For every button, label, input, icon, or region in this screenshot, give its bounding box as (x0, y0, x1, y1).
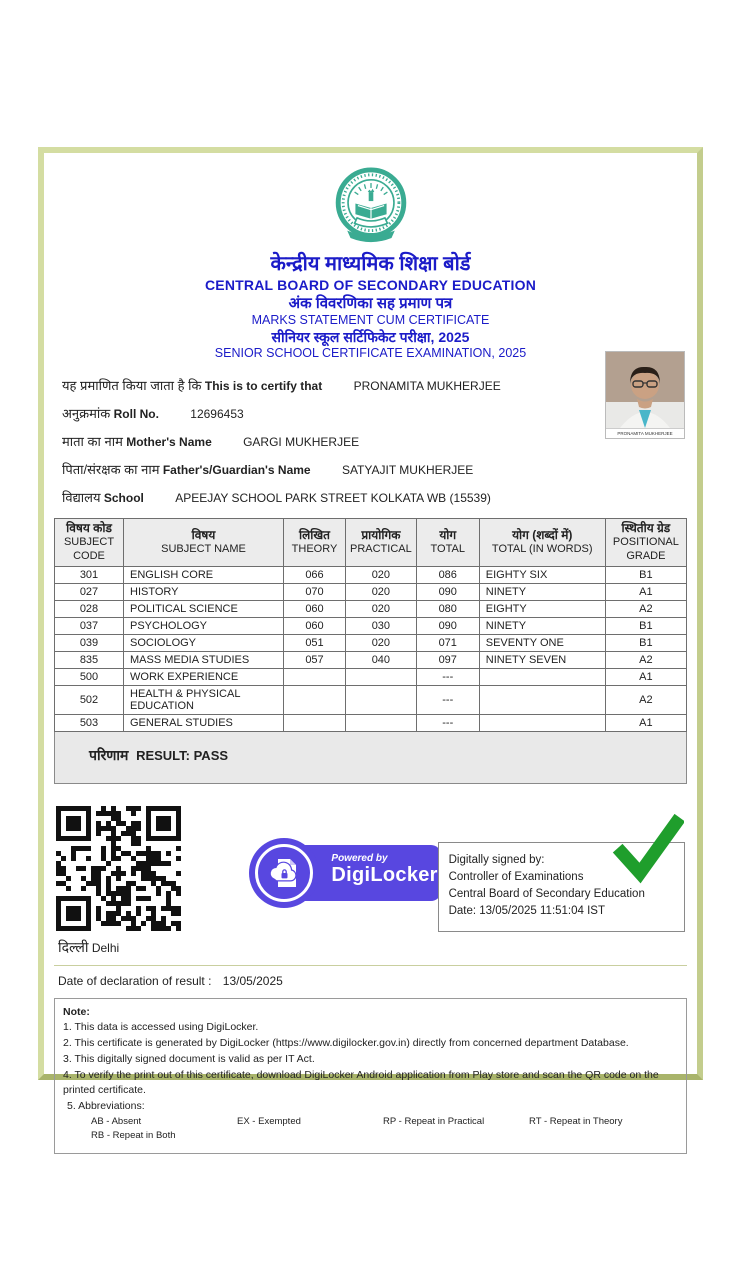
signature-line3: Central Board of Secondary Education (448, 888, 645, 900)
declaration-label: Date of declaration of result : (58, 973, 212, 988)
digilocker-badge (249, 838, 437, 908)
father-label-english: Father's/Guardian's Name (162, 463, 311, 477)
signature-line1: Digitally signed by: (448, 853, 545, 866)
doc-title-hindi: अंक विवरणिका सह प्रमाण पत्र (288, 294, 453, 312)
mother-row (62, 432, 687, 450)
table-row: 037 PSYCHOLOGY 060 030 090 NINETY B1 (55, 617, 687, 634)
father-row (62, 460, 687, 478)
abbrev-rt: RT - Repeat in Theory (529, 1115, 623, 1127)
mother-name: GARGI MUKHERJEE (243, 435, 360, 449)
school-label-hindi: विद्यालय (62, 490, 101, 505)
doc-title-english: MARKS STATEMENT CUM CERTIFICATE (251, 313, 490, 328)
abbreviations-row (91, 1115, 678, 1129)
signature-line2: Controller of Examinations (448, 870, 584, 883)
table-row: 500 WORK EXPERIENCE --- A1 (55, 668, 687, 685)
board-name-hindi: केन्द्रीय माध्यमिक शिक्षा बोर्ड (270, 253, 471, 275)
note-item-2: 2. This certificate is generated by DigiLocker (https://www.digilocker.gov.in) directly from concerned department Database. (63, 1037, 629, 1049)
checkmark-icon (610, 813, 684, 887)
col-subject-code: विषय कोड SUBJECT CODE (55, 519, 124, 567)
note-item-3: 3. This digitally signed document is valid as per IT Act. (63, 1052, 315, 1065)
digital-signature-box (438, 842, 685, 932)
school-name: APEEJAY SCHOOL PARK STREET KOLKATA WB (15539) (175, 491, 491, 505)
note-item-1: 1. This data is accessed using DigiLocker. (63, 1021, 259, 1034)
certify-label-english: This is to certify that (204, 379, 323, 393)
exam-title-english: SENIOR SCHOOL CERTIFICATE EXAMINATION, 2025 (214, 346, 527, 361)
abbrev-rb: RB - Repeat in Both (91, 1130, 176, 1141)
col-total: योग TOTAL (416, 519, 479, 567)
note-box (54, 998, 687, 1155)
note-item-4: 4. To verify the print out of this certificate, download DigiLocker Android application from Play store and scan the QR code on the printed certificate. (63, 1068, 659, 1097)
student-name: PRONAMITA MUKHERJEE (353, 379, 501, 393)
place-line (58, 938, 687, 957)
abbrev-rp: RP - Repeat in Practical (383, 1115, 485, 1127)
father-name: SATYAJIT MUKHERJEE (341, 463, 474, 477)
photo-caption: PRONAMITA MUKHERJEE (606, 428, 684, 438)
roll-number: 12696453 (190, 407, 244, 421)
mother-label-english: Mother's Name (126, 435, 212, 449)
col-subject-name: विषय SUBJECT NAME (124, 519, 284, 567)
table-row: 301 ENGLISH CORE 066 020 086 EIGHTY SIX B1 (55, 566, 687, 583)
school-label-english: School (103, 491, 144, 505)
qr-code (56, 806, 183, 932)
note-title: Note: (63, 1005, 90, 1018)
abbrev-ab: AB - Absent (91, 1115, 142, 1127)
abbreviations-title: 5. Abbreviations: (67, 1100, 145, 1112)
table-row: 027 HISTORY 070 020 090 NINETY A1 (55, 583, 687, 600)
place-english: Delhi (91, 940, 120, 955)
certificate-header (54, 252, 687, 362)
result-label-hindi: परिणाम (89, 746, 129, 763)
signature-line4: Date: 13/05/2025 11:51:04 IST (448, 905, 606, 918)
col-theory: लिखित THEORY (284, 519, 346, 567)
result-text: RESULT: PASS (136, 747, 229, 763)
footer-row (54, 806, 687, 932)
roll-label-english: Roll No. (113, 407, 159, 421)
marks-table-section (54, 518, 687, 784)
declaration-date: 13/05/2025 (222, 973, 283, 988)
qr-code-image (56, 806, 181, 931)
col-practical: प्रायोगिक PRACTICAL (346, 519, 417, 567)
cbse-logo (54, 165, 687, 252)
roll-row (62, 404, 687, 422)
school-row (62, 488, 687, 506)
declaration-line (54, 965, 687, 988)
marks-table (54, 518, 687, 732)
certify-label-hindi: यह प्रमाणित किया जाता है कि (62, 378, 202, 393)
digilocker-logo-icon (249, 838, 319, 908)
col-total-words: योग (शब्दों में) TOTAL (IN WORDS) (479, 519, 605, 567)
table-header-row (55, 519, 687, 567)
digilocker-powered-by: Powered by (331, 852, 388, 864)
table-row: 502 HEALTH & PHYSICAL EDUCATION --- A2 (55, 685, 687, 714)
student-info (62, 376, 687, 506)
board-name-english: CENTRAL BOARD OF SECONDARY EDUCATION (204, 277, 537, 293)
digilocker-name: DigiLocker (331, 863, 438, 886)
student-photo-image (606, 352, 684, 428)
certificate-frame (38, 147, 703, 1141)
student-photo (605, 351, 685, 439)
col-positional-grade: स्थितीय ग्रेड POSITIONAL GRADE (605, 519, 686, 567)
mother-label-hindi: माता का नाम (62, 434, 123, 449)
exam-title-hindi: सीनियर स्कूल सर्टिफिकेट परीक्षा, 2025 (271, 328, 470, 345)
result-band (54, 732, 687, 784)
place-hindi: दिल्ली (58, 938, 89, 955)
father-label-hindi: पिता/संरक्षक का नाम (62, 462, 160, 477)
certify-row (62, 376, 687, 394)
table-row: 028 POLITICAL SCIENCE 060 020 080 EIGHTY A2 (55, 600, 687, 617)
table-row: 835 MASS MEDIA STUDIES 057 040 097 NINETY SEVEN A2 (55, 651, 687, 668)
cbse-emblem-icon (330, 165, 412, 247)
abbrev-ex: EX - Exempted (237, 1115, 301, 1127)
roll-label-hindi: अनुक्रमांक (62, 406, 111, 421)
table-row: 039 SOCIOLOGY 051 020 071 SEVENTY ONE B1 (55, 634, 687, 651)
table-row: 503 GENERAL STUDIES --- A1 (55, 714, 687, 731)
